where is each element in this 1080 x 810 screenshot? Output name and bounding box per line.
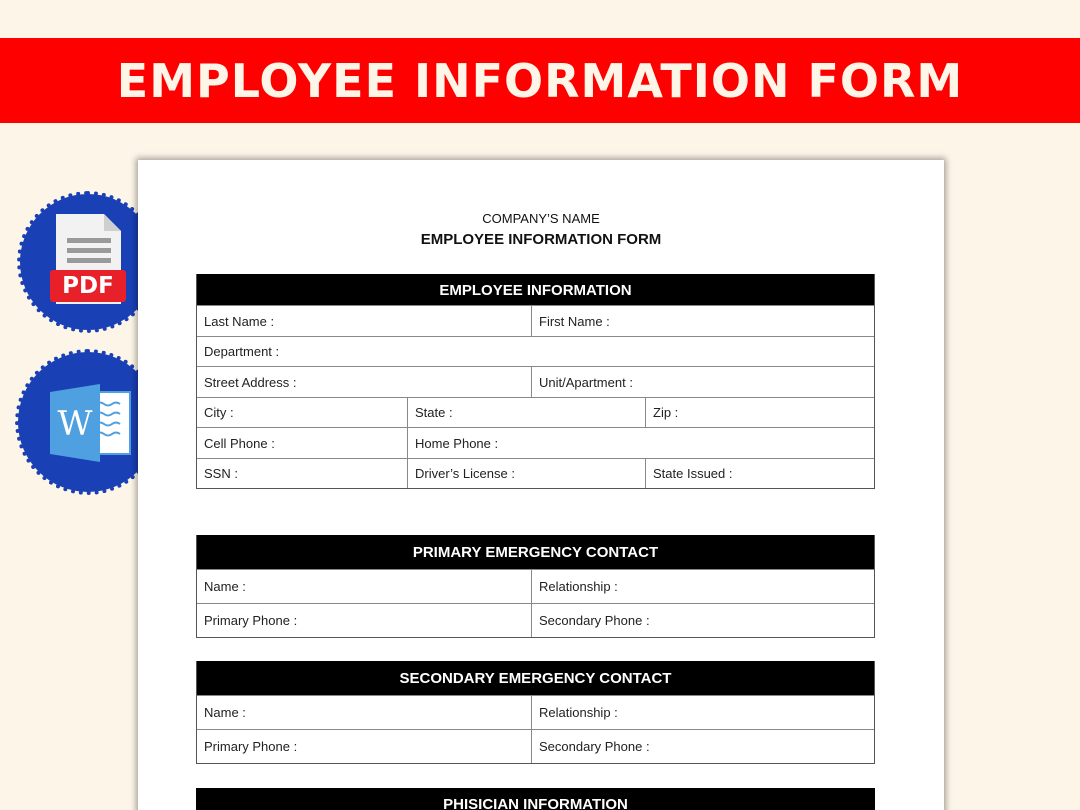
drivers-license-field[interactable]: Driver’s License : (407, 459, 645, 488)
table-row (197, 458, 874, 488)
table-row (197, 427, 874, 458)
table-row (197, 695, 874, 729)
secondary-contact-relationship-field[interactable]: Relationship : (531, 696, 874, 729)
company-name: COMPANY’S NAME (482, 211, 600, 226)
cell-phone-field[interactable]: Cell Phone : (204, 435, 275, 451)
pdf-icon (20, 194, 156, 330)
secondary-contact-name-field[interactable]: Name : (204, 705, 246, 720)
title-banner (0, 38, 1080, 123)
document-title: EMPLOYEE INFORMATION FORM (420, 231, 662, 248)
street-address-field[interactable]: Street Address : (204, 374, 297, 390)
employee-information-section (196, 274, 875, 489)
primary-contact-relationship-field[interactable]: Relationship : (531, 570, 874, 603)
state-field[interactable]: State : (407, 398, 645, 427)
table-row (197, 729, 874, 763)
first-name-field[interactable]: First Name : (531, 306, 874, 336)
city-field[interactable]: City : (204, 405, 234, 420)
pdf-label: PDF (62, 273, 114, 299)
table-row (197, 305, 874, 336)
word-label: W (57, 404, 93, 444)
zip-field[interactable]: Zip : (645, 398, 874, 427)
unit-apartment-field[interactable]: Unit/Apartment : (531, 367, 874, 397)
secondary-emergency-contact-header: SECONDARY EMERGENCY CONTACT (197, 661, 874, 695)
secondary-contact-secondary-phone-field[interactable]: Secondary Phone : (531, 730, 874, 763)
secondary-contact-primary-phone-field[interactable]: Primary Phone : (204, 739, 298, 754)
word-icon (18, 352, 158, 492)
home-phone-field[interactable]: Home Phone : (407, 428, 874, 458)
table-row (197, 366, 874, 397)
primary-contact-secondary-phone-field[interactable]: Secondary Phone : (531, 604, 874, 637)
table-row (197, 569, 874, 603)
banner-title: EMPLOYEE INFORMATION FORM (116, 53, 964, 108)
primary-emergency-contact-section (196, 535, 875, 638)
form-document (138, 160, 944, 810)
table-row (197, 336, 874, 366)
department-field[interactable]: Department : (204, 344, 280, 359)
physician-information-header: PHISICIAN INFORMATION (196, 788, 875, 810)
last-name-field[interactable]: Last Name : (204, 313, 275, 329)
physician-information-section (196, 788, 875, 810)
state-issued-field[interactable]: State Issued : (645, 459, 874, 488)
word-format-badge (18, 352, 158, 492)
pdf-format-badge (20, 194, 156, 330)
table-row (197, 397, 874, 427)
primary-contact-primary-phone-field[interactable]: Primary Phone : (204, 613, 298, 628)
secondary-emergency-contact-section (196, 661, 875, 764)
primary-emergency-contact-header: PRIMARY EMERGENCY CONTACT (197, 535, 874, 569)
primary-contact-name-field[interactable]: Name : (204, 579, 246, 594)
table-row (197, 603, 874, 637)
employee-information-header: EMPLOYEE INFORMATION (197, 274, 874, 305)
ssn-field[interactable]: SSN : (204, 466, 238, 481)
